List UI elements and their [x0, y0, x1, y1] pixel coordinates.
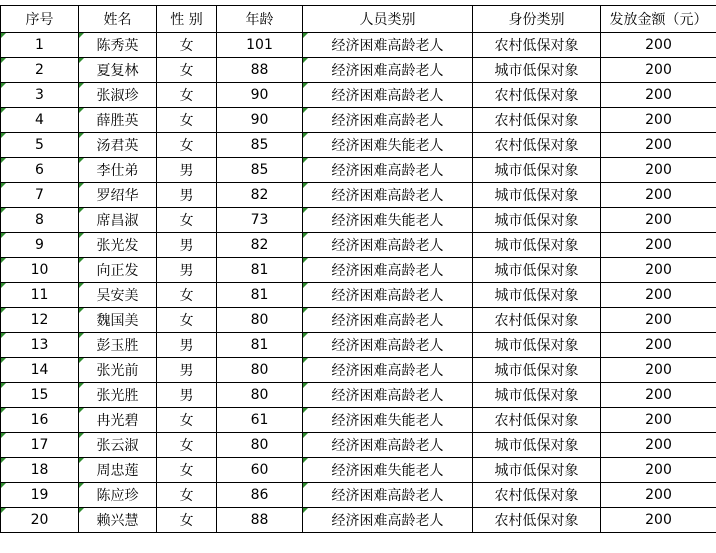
- table-row: [1, 233, 716, 258]
- cell-person-category: 经济困难高龄老人: [303, 233, 473, 258]
- table-row: [1, 58, 716, 83]
- cell-gender: 女: [157, 433, 217, 458]
- cell-index: 19: [1, 483, 79, 508]
- cell-person-category: 经济困难高龄老人: [303, 358, 473, 383]
- header-cell-age: 年龄: [217, 6, 303, 33]
- cell-gender: 女: [157, 133, 217, 158]
- cell-identity-category: 城市低保对象: [473, 458, 601, 483]
- cell-gender: 女: [157, 208, 217, 233]
- cell-identity-category: 城市低保对象: [473, 208, 601, 233]
- cell-age: 82: [217, 233, 303, 258]
- cell-name: 张淑珍: [79, 83, 157, 108]
- cell-identity-category: 农村低保对象: [473, 83, 601, 108]
- cell-amount: 200: [601, 108, 716, 133]
- cell-name: 周忠莲: [79, 458, 157, 483]
- header-cell-identity-category: 身份类别: [473, 6, 601, 33]
- header-cell-amount: 发放金额（元）: [601, 6, 716, 33]
- cell-amount: 200: [601, 183, 716, 208]
- cell-amount: 200: [601, 233, 716, 258]
- cell-index: 4: [1, 108, 79, 133]
- cell-age: 101: [217, 33, 303, 58]
- table-row: [1, 508, 716, 533]
- cell-age: 81: [217, 333, 303, 358]
- cell-amount: 200: [601, 283, 716, 308]
- cell-gender: 女: [157, 408, 217, 433]
- cell-age: 90: [217, 108, 303, 133]
- cell-name: 向正发: [79, 258, 157, 283]
- cell-age: 80: [217, 383, 303, 408]
- cell-index: 7: [1, 183, 79, 208]
- table-row: [1, 158, 716, 183]
- cell-person-category: 经济困难失能老人: [303, 208, 473, 233]
- cell-person-category: 经济困难高龄老人: [303, 58, 473, 83]
- cell-identity-category: 农村低保对象: [473, 508, 601, 533]
- table-row: [1, 383, 716, 408]
- cell-identity-category: 农村低保对象: [473, 108, 601, 133]
- cell-index: 13: [1, 333, 79, 358]
- table-row: [1, 208, 716, 233]
- header-cell-index: 序号: [1, 6, 79, 33]
- cell-index: 2: [1, 58, 79, 83]
- cell-age: 80: [217, 358, 303, 383]
- table-row: [1, 333, 716, 358]
- cell-identity-category: 城市低保对象: [473, 183, 601, 208]
- cell-gender: 女: [157, 308, 217, 333]
- cell-identity-category: 城市低保对象: [473, 58, 601, 83]
- cell-gender: 女: [157, 83, 217, 108]
- cell-name: 汤君英: [79, 133, 157, 158]
- cell-identity-category: 城市低保对象: [473, 358, 601, 383]
- cell-name: 彭玉胜: [79, 333, 157, 358]
- cell-age: 86: [217, 483, 303, 508]
- cell-amount: 200: [601, 458, 716, 483]
- cell-name: 吴安美: [79, 283, 157, 308]
- cell-age: 82: [217, 183, 303, 208]
- cell-person-category: 经济困难高龄老人: [303, 33, 473, 58]
- cell-amount: 200: [601, 58, 716, 83]
- cell-amount: 200: [601, 33, 716, 58]
- cell-index: 20: [1, 508, 79, 533]
- table-row: [1, 183, 716, 208]
- cell-person-category: 经济困难高龄老人: [303, 508, 473, 533]
- cell-amount: 200: [601, 133, 716, 158]
- cell-amount: 200: [601, 508, 716, 533]
- cell-person-category: 经济困难高龄老人: [303, 433, 473, 458]
- cell-identity-category: 城市低保对象: [473, 258, 601, 283]
- table-row: [1, 483, 716, 508]
- cell-person-category: 经济困难高龄老人: [303, 183, 473, 208]
- subsidy-table: [0, 5, 716, 533]
- cell-person-category: 经济困难高龄老人: [303, 333, 473, 358]
- cell-gender: 女: [157, 508, 217, 533]
- cell-identity-category: 农村低保对象: [473, 33, 601, 58]
- cell-person-category: 经济困难失能老人: [303, 133, 473, 158]
- cell-gender: 男: [157, 333, 217, 358]
- table-row: [1, 408, 716, 433]
- cell-age: 80: [217, 308, 303, 333]
- cell-name: 冉光碧: [79, 408, 157, 433]
- cell-gender: 男: [157, 233, 217, 258]
- table-row: [1, 108, 716, 133]
- header-row: [1, 6, 716, 33]
- cell-amount: 200: [601, 83, 716, 108]
- cell-amount: 200: [601, 333, 716, 358]
- cell-person-category: 经济困难高龄老人: [303, 258, 473, 283]
- cell-identity-category: 农村低保对象: [473, 308, 601, 333]
- cell-age: 81: [217, 258, 303, 283]
- table-row: [1, 433, 716, 458]
- cell-gender: 男: [157, 358, 217, 383]
- cell-name: 陈应珍: [79, 483, 157, 508]
- cell-name: 张光发: [79, 233, 157, 258]
- cell-name: 赖兴慧: [79, 508, 157, 533]
- cell-age: 85: [217, 133, 303, 158]
- table-row: [1, 358, 716, 383]
- cell-person-category: 经济困难高龄老人: [303, 108, 473, 133]
- cell-identity-category: 城市低保对象: [473, 233, 601, 258]
- cell-gender: 女: [157, 108, 217, 133]
- cell-person-category: 经济困难失能老人: [303, 408, 473, 433]
- cell-index: 16: [1, 408, 79, 433]
- table-row: [1, 258, 716, 283]
- cell-age: 81: [217, 283, 303, 308]
- table-body: [1, 33, 716, 533]
- cell-name: 陈秀英: [79, 33, 157, 58]
- cell-gender: 女: [157, 58, 217, 83]
- cell-index: 11: [1, 283, 79, 308]
- cell-amount: 200: [601, 158, 716, 183]
- cell-identity-category: 农村低保对象: [473, 483, 601, 508]
- cell-amount: 200: [601, 258, 716, 283]
- cell-index: 3: [1, 83, 79, 108]
- cell-gender: 女: [157, 483, 217, 508]
- cell-gender: 女: [157, 458, 217, 483]
- cell-identity-category: 城市低保对象: [473, 333, 601, 358]
- cell-gender: 男: [157, 183, 217, 208]
- cell-index: 9: [1, 233, 79, 258]
- cell-name: 李仕弟: [79, 158, 157, 183]
- cell-index: 6: [1, 158, 79, 183]
- cell-name: 罗绍华: [79, 183, 157, 208]
- cell-amount: 200: [601, 208, 716, 233]
- cell-amount: 200: [601, 308, 716, 333]
- cell-name: 薛胜英: [79, 108, 157, 133]
- cell-identity-category: 城市低保对象: [473, 158, 601, 183]
- cell-identity-category: 城市低保对象: [473, 383, 601, 408]
- cell-age: 60: [217, 458, 303, 483]
- cell-person-category: 经济困难高龄老人: [303, 483, 473, 508]
- cell-age: 80: [217, 433, 303, 458]
- cell-person-category: 经济困难高龄老人: [303, 283, 473, 308]
- cell-gender: 女: [157, 33, 217, 58]
- cell-person-category: 经济困难高龄老人: [303, 383, 473, 408]
- cell-person-category: 经济困难高龄老人: [303, 158, 473, 183]
- cell-amount: 200: [601, 383, 716, 408]
- cell-name: 张光胜: [79, 383, 157, 408]
- cell-amount: 200: [601, 483, 716, 508]
- cell-amount: 200: [601, 433, 716, 458]
- cell-identity-category: 城市低保对象: [473, 433, 601, 458]
- table-row: [1, 133, 716, 158]
- cell-age: 61: [217, 408, 303, 433]
- cell-gender: 男: [157, 258, 217, 283]
- cell-age: 73: [217, 208, 303, 233]
- cell-index: 10: [1, 258, 79, 283]
- cell-index: 15: [1, 383, 79, 408]
- cell-person-category: 经济困难高龄老人: [303, 308, 473, 333]
- header-cell-person-category: 人员类别: [303, 6, 473, 33]
- table-row: [1, 308, 716, 333]
- cell-name: 张光前: [79, 358, 157, 383]
- cell-amount: 200: [601, 408, 716, 433]
- cell-person-category: 经济困难失能老人: [303, 458, 473, 483]
- cell-age: 90: [217, 83, 303, 108]
- cell-name: 席昌淑: [79, 208, 157, 233]
- header-cell-gender: 性 别: [157, 6, 217, 33]
- cell-gender: 女: [157, 283, 217, 308]
- cell-index: 1: [1, 33, 79, 58]
- table-row: [1, 458, 716, 483]
- cell-identity-category: 农村低保对象: [473, 133, 601, 158]
- cell-name: 魏国美: [79, 308, 157, 333]
- cell-identity-category: 农村低保对象: [473, 408, 601, 433]
- header-cell-name: 姓名: [79, 6, 157, 33]
- cell-name: 张云淑: [79, 433, 157, 458]
- cell-person-category: 经济困难高龄老人: [303, 83, 473, 108]
- cell-index: 14: [1, 358, 79, 383]
- cell-age: 85: [217, 158, 303, 183]
- cell-age: 88: [217, 508, 303, 533]
- cell-index: 8: [1, 208, 79, 233]
- cell-index: 18: [1, 458, 79, 483]
- cell-index: 17: [1, 433, 79, 458]
- cell-index: 5: [1, 133, 79, 158]
- table-row: [1, 283, 716, 308]
- cell-age: 88: [217, 58, 303, 83]
- cell-gender: 男: [157, 158, 217, 183]
- cell-identity-category: 城市低保对象: [473, 283, 601, 308]
- cell-index: 12: [1, 308, 79, 333]
- cell-gender: 男: [157, 383, 217, 408]
- cell-amount: 200: [601, 358, 716, 383]
- table-row: [1, 33, 716, 58]
- cell-name: 夏复林: [79, 58, 157, 83]
- table-row: [1, 83, 716, 108]
